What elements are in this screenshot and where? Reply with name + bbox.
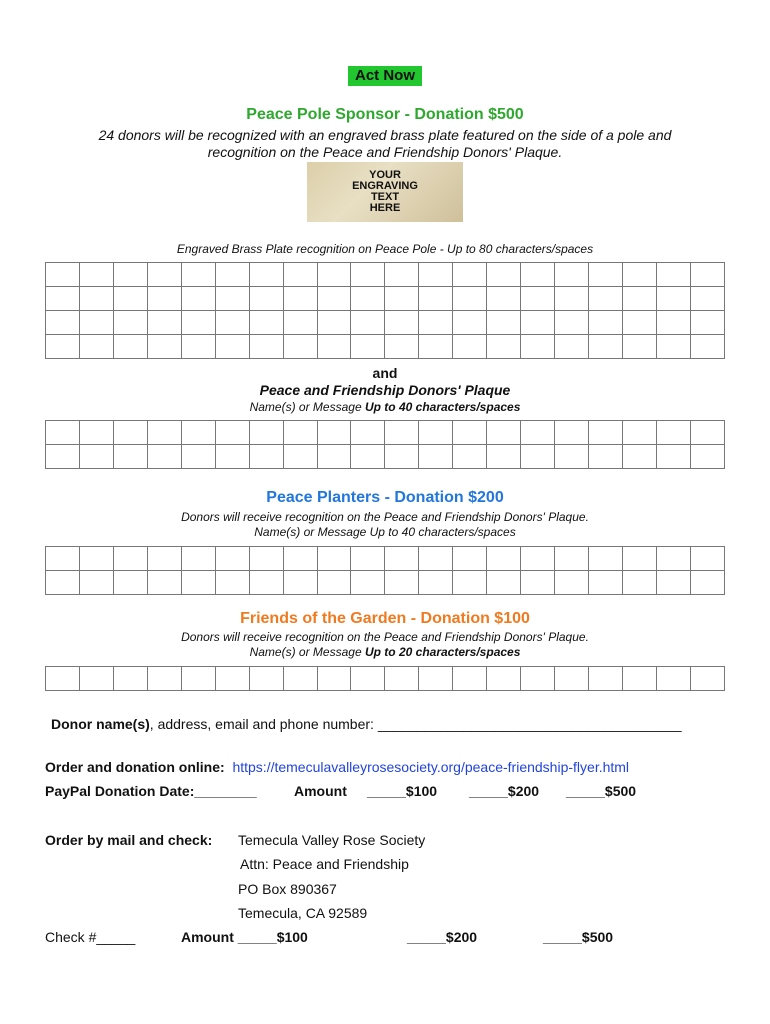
character-cell[interactable] bbox=[317, 335, 351, 359]
check-amount-100[interactable]: Amount _____$100 bbox=[181, 929, 308, 945]
character-cell[interactable] bbox=[283, 547, 317, 571]
character-cell[interactable] bbox=[317, 445, 351, 469]
character-cell[interactable] bbox=[249, 335, 283, 359]
character-cell[interactable] bbox=[249, 311, 283, 335]
character-cell[interactable] bbox=[351, 421, 385, 445]
act-now-badge: Act Now bbox=[348, 66, 422, 86]
grid-row bbox=[46, 287, 725, 311]
character-cell[interactable] bbox=[487, 263, 521, 287]
character-cell[interactable] bbox=[113, 311, 147, 335]
character-cell[interactable] bbox=[521, 571, 555, 595]
character-cell[interactable] bbox=[419, 445, 453, 469]
character-cell[interactable] bbox=[113, 667, 147, 691]
character-cell[interactable] bbox=[521, 335, 555, 359]
engraving-plate-image bbox=[307, 162, 463, 222]
character-cell[interactable] bbox=[521, 547, 555, 571]
friends-desc-normal: Name(s) or Message bbox=[249, 645, 365, 659]
paypal-option-200[interactable]: _____$200 bbox=[469, 783, 540, 799]
order-online-link[interactable]: https://temeculavalleyrosesociety.org/peace-friendship-flyer.html bbox=[232, 759, 630, 775]
friends-title: Friends of the Garden - Donation $100 bbox=[240, 610, 530, 627]
character-cell[interactable] bbox=[317, 311, 351, 335]
character-cell[interactable] bbox=[419, 547, 453, 571]
plate-line: TEXT bbox=[370, 191, 400, 203]
planters-character-grid[interactable] bbox=[45, 546, 725, 595]
character-cell[interactable] bbox=[622, 571, 656, 595]
character-cell[interactable] bbox=[79, 547, 113, 571]
character-cell[interactable] bbox=[46, 667, 80, 691]
character-cell[interactable] bbox=[351, 287, 385, 311]
character-cell[interactable] bbox=[453, 547, 487, 571]
plate-line: YOUR bbox=[369, 169, 401, 181]
online-order-line bbox=[45, 759, 629, 775]
paypal-option-500[interactable]: _____$500 bbox=[566, 783, 637, 799]
character-cell[interactable] bbox=[589, 335, 623, 359]
character-cell[interactable] bbox=[147, 571, 181, 595]
friends-desc-line2 bbox=[0, 645, 770, 659]
planters-title: Peace Planters - Donation $200 bbox=[266, 489, 504, 506]
character-cell[interactable] bbox=[317, 263, 351, 287]
character-cell[interactable] bbox=[317, 547, 351, 571]
character-cell[interactable] bbox=[521, 667, 555, 691]
check-number-field[interactable]: Check #_____ bbox=[45, 929, 136, 945]
character-cell[interactable] bbox=[521, 263, 555, 287]
character-cell[interactable] bbox=[317, 571, 351, 595]
plaque-caption-normal: Name(s) or Message bbox=[249, 400, 365, 414]
character-cell[interactable] bbox=[555, 421, 589, 445]
character-cell[interactable] bbox=[46, 335, 80, 359]
plaque-caption bbox=[0, 400, 770, 414]
character-cell[interactable] bbox=[215, 311, 249, 335]
character-cell[interactable] bbox=[521, 311, 555, 335]
character-cell[interactable] bbox=[351, 445, 385, 469]
character-cell[interactable] bbox=[656, 547, 690, 571]
character-cell[interactable] bbox=[521, 445, 555, 469]
sponsor-desc-line1: 24 donors will be recognized with an engraved brass plate featured on the side of a pole and bbox=[98, 127, 672, 143]
character-cell[interactable] bbox=[283, 421, 317, 445]
character-cell[interactable] bbox=[453, 287, 487, 311]
character-cell[interactable] bbox=[453, 421, 487, 445]
character-cell[interactable] bbox=[690, 667, 724, 691]
character-cell[interactable] bbox=[283, 571, 317, 595]
character-cell[interactable] bbox=[215, 445, 249, 469]
character-cell[interactable] bbox=[283, 311, 317, 335]
character-cell[interactable] bbox=[487, 335, 521, 359]
grid-row bbox=[46, 335, 725, 359]
donor-label: Donor name(s) bbox=[51, 716, 150, 732]
character-cell[interactable] bbox=[79, 571, 113, 595]
character-cell[interactable] bbox=[113, 421, 147, 445]
character-cell[interactable] bbox=[419, 263, 453, 287]
plate-line: HERE bbox=[369, 202, 401, 214]
character-cell[interactable] bbox=[181, 263, 215, 287]
character-cell[interactable] bbox=[283, 445, 317, 469]
character-cell[interactable] bbox=[385, 547, 419, 571]
character-cell[interactable] bbox=[215, 547, 249, 571]
character-cell[interactable] bbox=[622, 421, 656, 445]
check-option-500[interactable]: _____$500 bbox=[543, 929, 614, 945]
character-cell[interactable] bbox=[555, 311, 589, 335]
plate-line: ENGRAVING bbox=[352, 180, 418, 192]
character-cell[interactable] bbox=[589, 311, 623, 335]
character-cell[interactable] bbox=[351, 667, 385, 691]
character-cell[interactable] bbox=[487, 667, 521, 691]
character-cell[interactable] bbox=[46, 445, 80, 469]
character-cell[interactable] bbox=[147, 263, 181, 287]
friends-desc-line1: Donors will receive recognition on the Peace and Friendship Donors' Plaque. bbox=[181, 630, 589, 644]
character-cell[interactable] bbox=[555, 445, 589, 469]
character-cell[interactable] bbox=[46, 547, 80, 571]
grid-row bbox=[46, 547, 725, 571]
plaque-title: Peace and Friendship Donors' Plaque bbox=[259, 382, 511, 398]
character-cell[interactable] bbox=[181, 311, 215, 335]
character-cell[interactable] bbox=[249, 421, 283, 445]
plaque-caption-bold: Up to 40 characters/spaces bbox=[364, 400, 521, 414]
character-cell[interactable] bbox=[215, 335, 249, 359]
character-cell[interactable] bbox=[46, 287, 80, 311]
sponsor-plaque-character-grid[interactable] bbox=[45, 420, 725, 469]
character-cell[interactable] bbox=[283, 335, 317, 359]
character-cell[interactable] bbox=[147, 311, 181, 335]
character-cell[interactable] bbox=[656, 287, 690, 311]
character-cell[interactable] bbox=[487, 287, 521, 311]
grid-row bbox=[46, 421, 725, 445]
character-cell[interactable] bbox=[249, 667, 283, 691]
character-cell[interactable] bbox=[589, 571, 623, 595]
character-cell[interactable] bbox=[589, 287, 623, 311]
character-cell[interactable] bbox=[215, 571, 249, 595]
character-cell[interactable] bbox=[385, 571, 419, 595]
grid-row bbox=[46, 263, 725, 287]
character-cell[interactable] bbox=[589, 667, 623, 691]
character-cell[interactable] bbox=[419, 421, 453, 445]
planters-desc-line2: Name(s) or Message Up to 40 characters/spaces bbox=[254, 525, 516, 539]
character-cell[interactable] bbox=[283, 667, 317, 691]
character-cell[interactable] bbox=[521, 287, 555, 311]
character-cell[interactable] bbox=[181, 445, 215, 469]
character-cell[interactable] bbox=[385, 335, 419, 359]
character-cell[interactable] bbox=[351, 571, 385, 595]
character-cell[interactable] bbox=[249, 263, 283, 287]
character-cell[interactable] bbox=[385, 445, 419, 469]
character-cell[interactable] bbox=[249, 445, 283, 469]
character-cell[interactable] bbox=[113, 445, 147, 469]
character-cell[interactable] bbox=[589, 445, 623, 469]
character-cell[interactable] bbox=[555, 263, 589, 287]
character-cell[interactable] bbox=[453, 311, 487, 335]
character-cell[interactable] bbox=[656, 667, 690, 691]
character-cell[interactable] bbox=[385, 667, 419, 691]
character-cell[interactable] bbox=[555, 571, 589, 595]
character-cell[interactable] bbox=[622, 263, 656, 287]
friends-desc-bold: Up to 20 characters/spaces bbox=[364, 645, 521, 659]
character-cell[interactable] bbox=[385, 311, 419, 335]
character-cell[interactable] bbox=[181, 335, 215, 359]
character-cell[interactable] bbox=[385, 421, 419, 445]
character-cell[interactable] bbox=[79, 445, 113, 469]
sponsor-desc-line2: recognition on the Peace and Friendship Donors' Plaque. bbox=[207, 144, 563, 160]
character-cell[interactable] bbox=[215, 421, 249, 445]
character-cell[interactable] bbox=[690, 421, 724, 445]
character-cell[interactable] bbox=[147, 335, 181, 359]
character-cell[interactable] bbox=[147, 445, 181, 469]
grid-row bbox=[46, 667, 725, 691]
online-order-label: Order and donation online: bbox=[45, 759, 225, 775]
character-cell[interactable] bbox=[589, 421, 623, 445]
brass-plate-character-grid[interactable] bbox=[45, 262, 725, 359]
character-cell[interactable] bbox=[215, 263, 249, 287]
character-cell[interactable] bbox=[622, 335, 656, 359]
character-cell[interactable] bbox=[656, 571, 690, 595]
character-cell[interactable] bbox=[79, 421, 113, 445]
character-cell[interactable] bbox=[79, 311, 113, 335]
character-cell[interactable] bbox=[113, 263, 147, 287]
grid-row bbox=[46, 571, 725, 595]
character-cell[interactable] bbox=[690, 335, 724, 359]
character-cell[interactable] bbox=[385, 287, 419, 311]
character-cell[interactable] bbox=[181, 287, 215, 311]
mail-address-line: PO Box 890367 bbox=[238, 881, 337, 897]
character-cell[interactable] bbox=[215, 287, 249, 311]
character-cell[interactable] bbox=[521, 421, 555, 445]
character-cell[interactable] bbox=[147, 421, 181, 445]
character-cell[interactable] bbox=[555, 667, 589, 691]
character-cell[interactable] bbox=[555, 287, 589, 311]
character-cell[interactable] bbox=[453, 667, 487, 691]
character-cell[interactable] bbox=[113, 335, 147, 359]
character-cell[interactable] bbox=[46, 263, 80, 287]
donor-info-field[interactable]: _______________________________________ bbox=[377, 716, 682, 732]
character-cell[interactable] bbox=[181, 421, 215, 445]
character-cell[interactable] bbox=[351, 547, 385, 571]
character-cell[interactable] bbox=[656, 335, 690, 359]
character-cell[interactable] bbox=[487, 445, 521, 469]
grid-row bbox=[46, 311, 725, 335]
brass-plate-caption: Engraved Brass Plate recognition on Peace Pole - Up to 80 characters/spaces bbox=[176, 242, 594, 256]
character-cell[interactable] bbox=[487, 311, 521, 335]
character-cell[interactable] bbox=[249, 287, 283, 311]
character-cell[interactable] bbox=[555, 335, 589, 359]
planters-desc-line1: Donors will receive recognition on the Peace and Friendship Donors' Plaque. bbox=[181, 510, 589, 524]
mail-address-line: Attn: Peace and Friendship bbox=[240, 856, 409, 872]
character-cell[interactable] bbox=[181, 547, 215, 571]
character-cell[interactable] bbox=[181, 571, 215, 595]
character-cell[interactable] bbox=[249, 571, 283, 595]
character-cell[interactable] bbox=[385, 263, 419, 287]
character-cell[interactable] bbox=[113, 547, 147, 571]
character-cell[interactable] bbox=[283, 287, 317, 311]
character-cell[interactable] bbox=[147, 287, 181, 311]
character-cell[interactable] bbox=[113, 287, 147, 311]
character-cell[interactable] bbox=[622, 287, 656, 311]
character-cell[interactable] bbox=[690, 571, 724, 595]
character-cell[interactable] bbox=[589, 263, 623, 287]
character-cell[interactable] bbox=[283, 263, 317, 287]
character-cell[interactable] bbox=[656, 421, 690, 445]
character-cell[interactable] bbox=[487, 571, 521, 595]
character-cell[interactable] bbox=[181, 667, 215, 691]
mail-order-label: Order by mail and check: bbox=[45, 832, 213, 848]
character-cell[interactable] bbox=[453, 445, 487, 469]
character-cell[interactable] bbox=[690, 287, 724, 311]
character-cell[interactable] bbox=[317, 667, 351, 691]
character-cell[interactable] bbox=[622, 311, 656, 335]
character-cell[interactable] bbox=[79, 667, 113, 691]
character-cell[interactable] bbox=[487, 547, 521, 571]
character-cell[interactable] bbox=[79, 287, 113, 311]
character-cell[interactable] bbox=[147, 547, 181, 571]
paypal-option-100[interactable]: _____$100 bbox=[367, 783, 438, 799]
character-cell[interactable] bbox=[622, 547, 656, 571]
character-cell[interactable] bbox=[215, 667, 249, 691]
character-cell[interactable] bbox=[453, 263, 487, 287]
character-cell[interactable] bbox=[453, 571, 487, 595]
character-cell[interactable] bbox=[656, 263, 690, 287]
character-cell[interactable] bbox=[351, 263, 385, 287]
character-cell[interactable] bbox=[690, 263, 724, 287]
mail-address-line: Temecula, CA 92589 bbox=[238, 905, 368, 921]
character-cell[interactable] bbox=[351, 311, 385, 335]
mail-address-line: Temecula Valley Rose Society bbox=[238, 832, 426, 848]
character-cell[interactable] bbox=[113, 571, 147, 595]
paypal-amount-label: Amount bbox=[294, 783, 347, 799]
character-cell[interactable] bbox=[351, 335, 385, 359]
and-label: and bbox=[372, 365, 398, 381]
character-cell[interactable] bbox=[419, 311, 453, 335]
character-cell[interactable] bbox=[487, 421, 521, 445]
character-cell[interactable] bbox=[317, 421, 351, 445]
character-cell[interactable] bbox=[690, 547, 724, 571]
character-cell[interactable] bbox=[690, 311, 724, 335]
character-cell[interactable] bbox=[589, 547, 623, 571]
grid-row bbox=[46, 445, 725, 469]
character-cell[interactable] bbox=[249, 547, 283, 571]
character-cell[interactable] bbox=[622, 445, 656, 469]
character-cell[interactable] bbox=[453, 335, 487, 359]
character-cell[interactable] bbox=[656, 445, 690, 469]
character-cell[interactable] bbox=[46, 571, 80, 595]
paypal-date-label[interactable]: PayPal Donation Date:________ bbox=[45, 783, 257, 799]
character-cell[interactable] bbox=[317, 287, 351, 311]
character-cell[interactable] bbox=[555, 547, 589, 571]
character-cell[interactable] bbox=[46, 311, 80, 335]
character-cell[interactable] bbox=[79, 263, 113, 287]
character-cell[interactable] bbox=[147, 667, 181, 691]
character-cell[interactable] bbox=[419, 571, 453, 595]
character-cell[interactable] bbox=[419, 667, 453, 691]
character-cell[interactable] bbox=[419, 335, 453, 359]
friends-character-grid[interactable] bbox=[45, 666, 725, 691]
character-cell[interactable] bbox=[46, 421, 80, 445]
donor-label-rest: , address, email and phone number: bbox=[149, 716, 378, 732]
donor-info-line bbox=[51, 716, 682, 732]
character-cell[interactable] bbox=[622, 667, 656, 691]
character-cell[interactable] bbox=[656, 311, 690, 335]
character-cell[interactable] bbox=[690, 445, 724, 469]
character-cell[interactable] bbox=[419, 287, 453, 311]
check-option-200[interactable]: _____$200 bbox=[407, 929, 478, 945]
character-cell[interactable] bbox=[79, 335, 113, 359]
sponsor-title: Peace Pole Sponsor - Donation $500 bbox=[246, 106, 524, 123]
